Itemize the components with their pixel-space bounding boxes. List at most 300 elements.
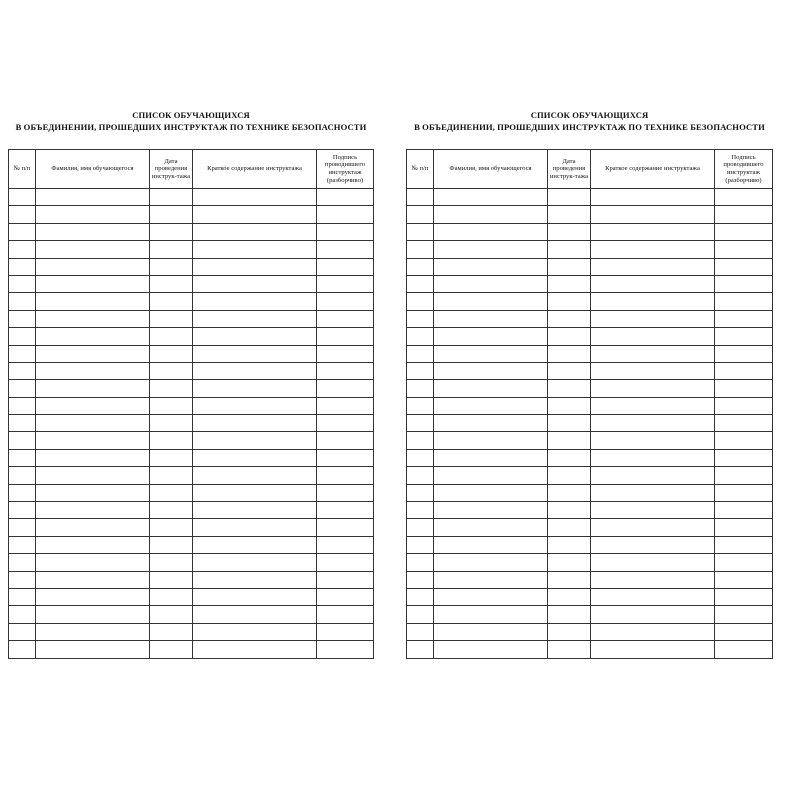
cell-num	[407, 258, 434, 275]
cell-name	[434, 502, 548, 519]
cell-name	[434, 606, 548, 623]
cell-name	[36, 293, 150, 310]
cell-date	[548, 432, 591, 449]
cell-name	[36, 502, 150, 519]
cell-content	[193, 536, 317, 553]
table-row	[9, 241, 374, 258]
cell-signature	[715, 415, 773, 432]
cell-date	[150, 362, 193, 379]
cell-name	[434, 310, 548, 327]
cell-name	[434, 536, 548, 553]
cell-date	[150, 310, 193, 327]
cell-date	[548, 362, 591, 379]
cell-content	[591, 189, 715, 206]
cell-num	[9, 189, 36, 206]
cell-num	[9, 571, 36, 588]
table-row	[407, 554, 773, 571]
cell-content	[193, 241, 317, 258]
cell-content	[193, 484, 317, 501]
table-body	[9, 189, 374, 659]
cell-num	[407, 223, 434, 240]
table-row	[9, 467, 374, 484]
cell-signature	[715, 241, 773, 258]
cell-signature	[317, 467, 374, 484]
cell-name	[36, 571, 150, 588]
cell-num	[9, 554, 36, 571]
cell-signature	[715, 328, 773, 345]
table-row	[407, 397, 773, 414]
table-row	[407, 293, 773, 310]
cell-num	[407, 328, 434, 345]
cell-num	[407, 432, 434, 449]
cell-signature	[317, 484, 374, 501]
cell-signature	[317, 606, 374, 623]
table-row	[407, 380, 773, 397]
table-row	[407, 449, 773, 466]
cell-name	[36, 484, 150, 501]
cell-date	[548, 502, 591, 519]
cell-signature	[317, 571, 374, 588]
cell-content	[193, 293, 317, 310]
cell-signature	[715, 467, 773, 484]
cell-num	[407, 449, 434, 466]
cell-date	[150, 467, 193, 484]
cell-content	[591, 588, 715, 605]
cell-content	[591, 432, 715, 449]
cell-num	[9, 467, 36, 484]
cell-date	[548, 536, 591, 553]
cell-num	[9, 397, 36, 414]
cell-signature	[715, 588, 773, 605]
cell-signature	[317, 310, 374, 327]
cell-date	[548, 397, 591, 414]
cell-signature	[715, 397, 773, 414]
page-title	[8, 109, 374, 133]
cell-name	[434, 467, 548, 484]
cell-content	[193, 606, 317, 623]
cell-name	[434, 432, 548, 449]
table-row	[407, 241, 773, 258]
cell-num	[9, 258, 36, 275]
cell-signature	[715, 641, 773, 658]
header-row	[407, 150, 773, 189]
cell-content	[591, 415, 715, 432]
cell-name	[36, 275, 150, 292]
cell-num	[407, 588, 434, 605]
cell-date	[150, 380, 193, 397]
cell-num	[9, 241, 36, 258]
cell-content	[591, 223, 715, 240]
header-content: Краткое содержание инструктажа	[591, 150, 715, 189]
cell-signature	[715, 623, 773, 640]
cell-date	[548, 519, 591, 536]
table-row	[407, 519, 773, 536]
table-row	[9, 293, 374, 310]
table-row	[9, 223, 374, 240]
cell-signature	[715, 554, 773, 571]
cell-date	[150, 536, 193, 553]
cell-name	[434, 362, 548, 379]
table-row	[407, 328, 773, 345]
cell-num	[407, 206, 434, 223]
cell-num	[9, 588, 36, 605]
table-row	[9, 275, 374, 292]
table-row	[407, 189, 773, 206]
cell-signature	[715, 449, 773, 466]
cell-date	[548, 415, 591, 432]
page-title	[406, 109, 773, 133]
cell-name	[434, 397, 548, 414]
left-page	[8, 109, 374, 659]
cell-date	[150, 484, 193, 501]
cell-signature	[317, 275, 374, 292]
cell-date	[548, 345, 591, 362]
cell-content	[591, 554, 715, 571]
table-row	[9, 606, 374, 623]
table-row	[9, 623, 374, 640]
cell-name	[434, 588, 548, 605]
cell-name	[434, 258, 548, 275]
cell-content	[591, 536, 715, 553]
cell-date	[548, 449, 591, 466]
cell-name	[36, 641, 150, 658]
cell-content	[591, 502, 715, 519]
cell-date	[548, 588, 591, 605]
title-line-2: В ОБЪЕДИНЕНИИ, ПРОШЕДШИХ ИНСТРУКТАЖ ПО ТЕХНИКЕ БЕЗОПАСНОСТИ	[414, 122, 765, 132]
cell-content	[591, 345, 715, 362]
cell-name	[434, 380, 548, 397]
cell-date	[150, 641, 193, 658]
cell-signature	[715, 275, 773, 292]
table-row	[407, 536, 773, 553]
cell-name	[434, 484, 548, 501]
cell-content	[591, 380, 715, 397]
cell-signature	[317, 380, 374, 397]
cell-num	[407, 241, 434, 258]
cell-content	[591, 328, 715, 345]
cell-signature	[317, 536, 374, 553]
cell-num	[9, 623, 36, 640]
table-row	[9, 449, 374, 466]
cell-date	[548, 641, 591, 658]
table-row	[9, 588, 374, 605]
table-row	[9, 310, 374, 327]
cell-name	[36, 554, 150, 571]
title-line-1: СПИСОК ОБУЧАЮЩИХСЯ	[530, 110, 649, 120]
cell-num	[9, 415, 36, 432]
cell-name	[434, 345, 548, 362]
cell-num	[407, 362, 434, 379]
table-row	[407, 467, 773, 484]
cell-name	[434, 328, 548, 345]
cell-signature	[715, 345, 773, 362]
cell-signature	[715, 484, 773, 501]
cell-num	[407, 467, 434, 484]
cell-name	[36, 241, 150, 258]
cell-name	[434, 241, 548, 258]
cell-name	[36, 606, 150, 623]
cell-name	[36, 397, 150, 414]
cell-num	[9, 345, 36, 362]
cell-signature	[317, 397, 374, 414]
cell-content	[591, 362, 715, 379]
cell-date	[150, 223, 193, 240]
cell-num	[9, 432, 36, 449]
cell-name	[36, 223, 150, 240]
table-row	[9, 189, 374, 206]
cell-name	[434, 449, 548, 466]
table-row	[9, 554, 374, 571]
header-date: Дата проведения инструк-тажа	[150, 150, 193, 189]
cell-date	[150, 449, 193, 466]
cell-signature	[317, 415, 374, 432]
cell-name	[434, 415, 548, 432]
cell-date	[150, 588, 193, 605]
cell-name	[434, 554, 548, 571]
cell-name	[434, 519, 548, 536]
cell-name	[36, 519, 150, 536]
cell-num	[9, 519, 36, 536]
cell-date	[150, 293, 193, 310]
cell-num	[9, 310, 36, 327]
cell-signature	[317, 588, 374, 605]
table-row	[407, 484, 773, 501]
briefing-table	[8, 149, 374, 659]
cell-signature	[317, 449, 374, 466]
table-row	[9, 380, 374, 397]
header-name: Фамилия, имя обучающегося	[36, 150, 150, 189]
cell-content	[193, 310, 317, 327]
cell-num	[9, 380, 36, 397]
cell-num	[9, 502, 36, 519]
cell-content	[193, 189, 317, 206]
cell-signature	[715, 362, 773, 379]
header-num: № п/п	[9, 150, 36, 189]
cell-date	[548, 328, 591, 345]
cell-num	[407, 571, 434, 588]
cell-signature	[715, 189, 773, 206]
cell-date	[548, 293, 591, 310]
table-row	[9, 397, 374, 414]
cell-content	[591, 519, 715, 536]
cell-name	[36, 328, 150, 345]
header-content: Краткое содержание инструктажа	[193, 150, 317, 189]
table-row	[407, 345, 773, 362]
cell-content	[193, 588, 317, 605]
cell-date	[548, 571, 591, 588]
cell-num	[9, 606, 36, 623]
cell-num	[9, 275, 36, 292]
cell-name	[434, 641, 548, 658]
cell-name	[434, 223, 548, 240]
cell-content	[193, 519, 317, 536]
cell-date	[548, 206, 591, 223]
cell-date	[150, 606, 193, 623]
cell-num	[9, 362, 36, 379]
cell-name	[36, 345, 150, 362]
cell-content	[193, 623, 317, 640]
cell-signature	[317, 293, 374, 310]
cell-signature	[715, 206, 773, 223]
cell-content	[193, 275, 317, 292]
cell-num	[407, 275, 434, 292]
table-row	[407, 415, 773, 432]
cell-date	[548, 241, 591, 258]
cell-date	[150, 206, 193, 223]
cell-date	[548, 310, 591, 327]
table-row	[9, 258, 374, 275]
table-row	[9, 206, 374, 223]
cell-content	[193, 380, 317, 397]
cell-name	[36, 467, 150, 484]
cell-date	[150, 328, 193, 345]
cell-date	[150, 258, 193, 275]
cell-date	[150, 397, 193, 414]
cell-content	[193, 641, 317, 658]
cell-content	[193, 223, 317, 240]
cell-num	[9, 449, 36, 466]
table-row	[407, 310, 773, 327]
cell-content	[193, 571, 317, 588]
table-row	[9, 502, 374, 519]
cell-content	[193, 415, 317, 432]
cell-num	[407, 397, 434, 414]
cell-date	[548, 623, 591, 640]
title-line-1: СПИСОК ОБУЧАЮЩИХСЯ	[132, 110, 250, 120]
cell-content	[591, 310, 715, 327]
cell-content	[591, 449, 715, 466]
cell-name	[434, 206, 548, 223]
cell-date	[548, 554, 591, 571]
cell-signature	[317, 519, 374, 536]
cell-content	[193, 362, 317, 379]
header-signature: Подпись проводившего инструктаж (разборчиво)	[317, 150, 374, 189]
cell-date	[150, 519, 193, 536]
cell-content	[591, 258, 715, 275]
table-body	[407, 189, 773, 659]
cell-name	[434, 293, 548, 310]
cell-date	[150, 571, 193, 588]
cell-signature	[715, 502, 773, 519]
cell-num	[407, 345, 434, 362]
cell-name	[434, 275, 548, 292]
cell-signature	[317, 554, 374, 571]
cell-name	[36, 415, 150, 432]
cell-num	[407, 380, 434, 397]
cell-signature	[317, 432, 374, 449]
cell-signature	[715, 380, 773, 397]
cell-date	[150, 623, 193, 640]
cell-content	[591, 275, 715, 292]
cell-date	[548, 258, 591, 275]
cell-num	[9, 484, 36, 501]
cell-num	[9, 328, 36, 345]
cell-content	[193, 258, 317, 275]
cell-date	[150, 275, 193, 292]
cell-num	[407, 310, 434, 327]
cell-name	[36, 380, 150, 397]
cell-content	[193, 206, 317, 223]
cell-content	[591, 623, 715, 640]
cell-signature	[715, 293, 773, 310]
cell-signature	[317, 206, 374, 223]
cell-num	[9, 641, 36, 658]
table-row	[9, 571, 374, 588]
cell-signature	[317, 623, 374, 640]
cell-date	[150, 432, 193, 449]
header-date: Дата проведения инструк-тажа	[548, 150, 591, 189]
table-row	[407, 588, 773, 605]
cell-content	[193, 432, 317, 449]
cell-content	[193, 502, 317, 519]
table-row	[407, 606, 773, 623]
cell-content	[591, 484, 715, 501]
cell-signature	[715, 606, 773, 623]
table-row	[407, 223, 773, 240]
cell-date	[150, 189, 193, 206]
table-row	[407, 641, 773, 658]
table-row	[9, 432, 374, 449]
cell-name	[434, 189, 548, 206]
cell-content	[591, 293, 715, 310]
table-row	[9, 362, 374, 379]
briefing-table	[406, 149, 773, 659]
table-row	[9, 415, 374, 432]
right-page	[406, 109, 773, 659]
cell-name	[36, 362, 150, 379]
cell-date	[548, 380, 591, 397]
cell-date	[150, 241, 193, 258]
cell-num	[9, 223, 36, 240]
table-row	[9, 536, 374, 553]
cell-name	[36, 258, 150, 275]
cell-name	[434, 623, 548, 640]
cell-num	[407, 536, 434, 553]
cell-date	[548, 189, 591, 206]
cell-signature	[317, 328, 374, 345]
cell-date	[548, 467, 591, 484]
cell-num	[407, 189, 434, 206]
header-row	[9, 150, 374, 189]
header-num: № п/п	[407, 150, 434, 189]
table-row	[407, 571, 773, 588]
cell-signature	[317, 241, 374, 258]
cell-date	[150, 345, 193, 362]
cell-date	[150, 554, 193, 571]
table-row	[9, 519, 374, 536]
cell-content	[193, 345, 317, 362]
table-row	[9, 345, 374, 362]
cell-num	[407, 554, 434, 571]
cell-num	[407, 502, 434, 519]
cell-content	[591, 467, 715, 484]
cell-content	[193, 449, 317, 466]
cell-date	[548, 275, 591, 292]
cell-content	[193, 467, 317, 484]
cell-name	[36, 536, 150, 553]
table-row	[407, 258, 773, 275]
cell-num	[9, 206, 36, 223]
cell-signature	[715, 432, 773, 449]
cell-name	[434, 571, 548, 588]
cell-date	[150, 502, 193, 519]
cell-signature	[715, 258, 773, 275]
cell-content	[591, 641, 715, 658]
cell-date	[150, 415, 193, 432]
cell-content	[591, 206, 715, 223]
table-row	[407, 275, 773, 292]
cell-date	[548, 223, 591, 240]
